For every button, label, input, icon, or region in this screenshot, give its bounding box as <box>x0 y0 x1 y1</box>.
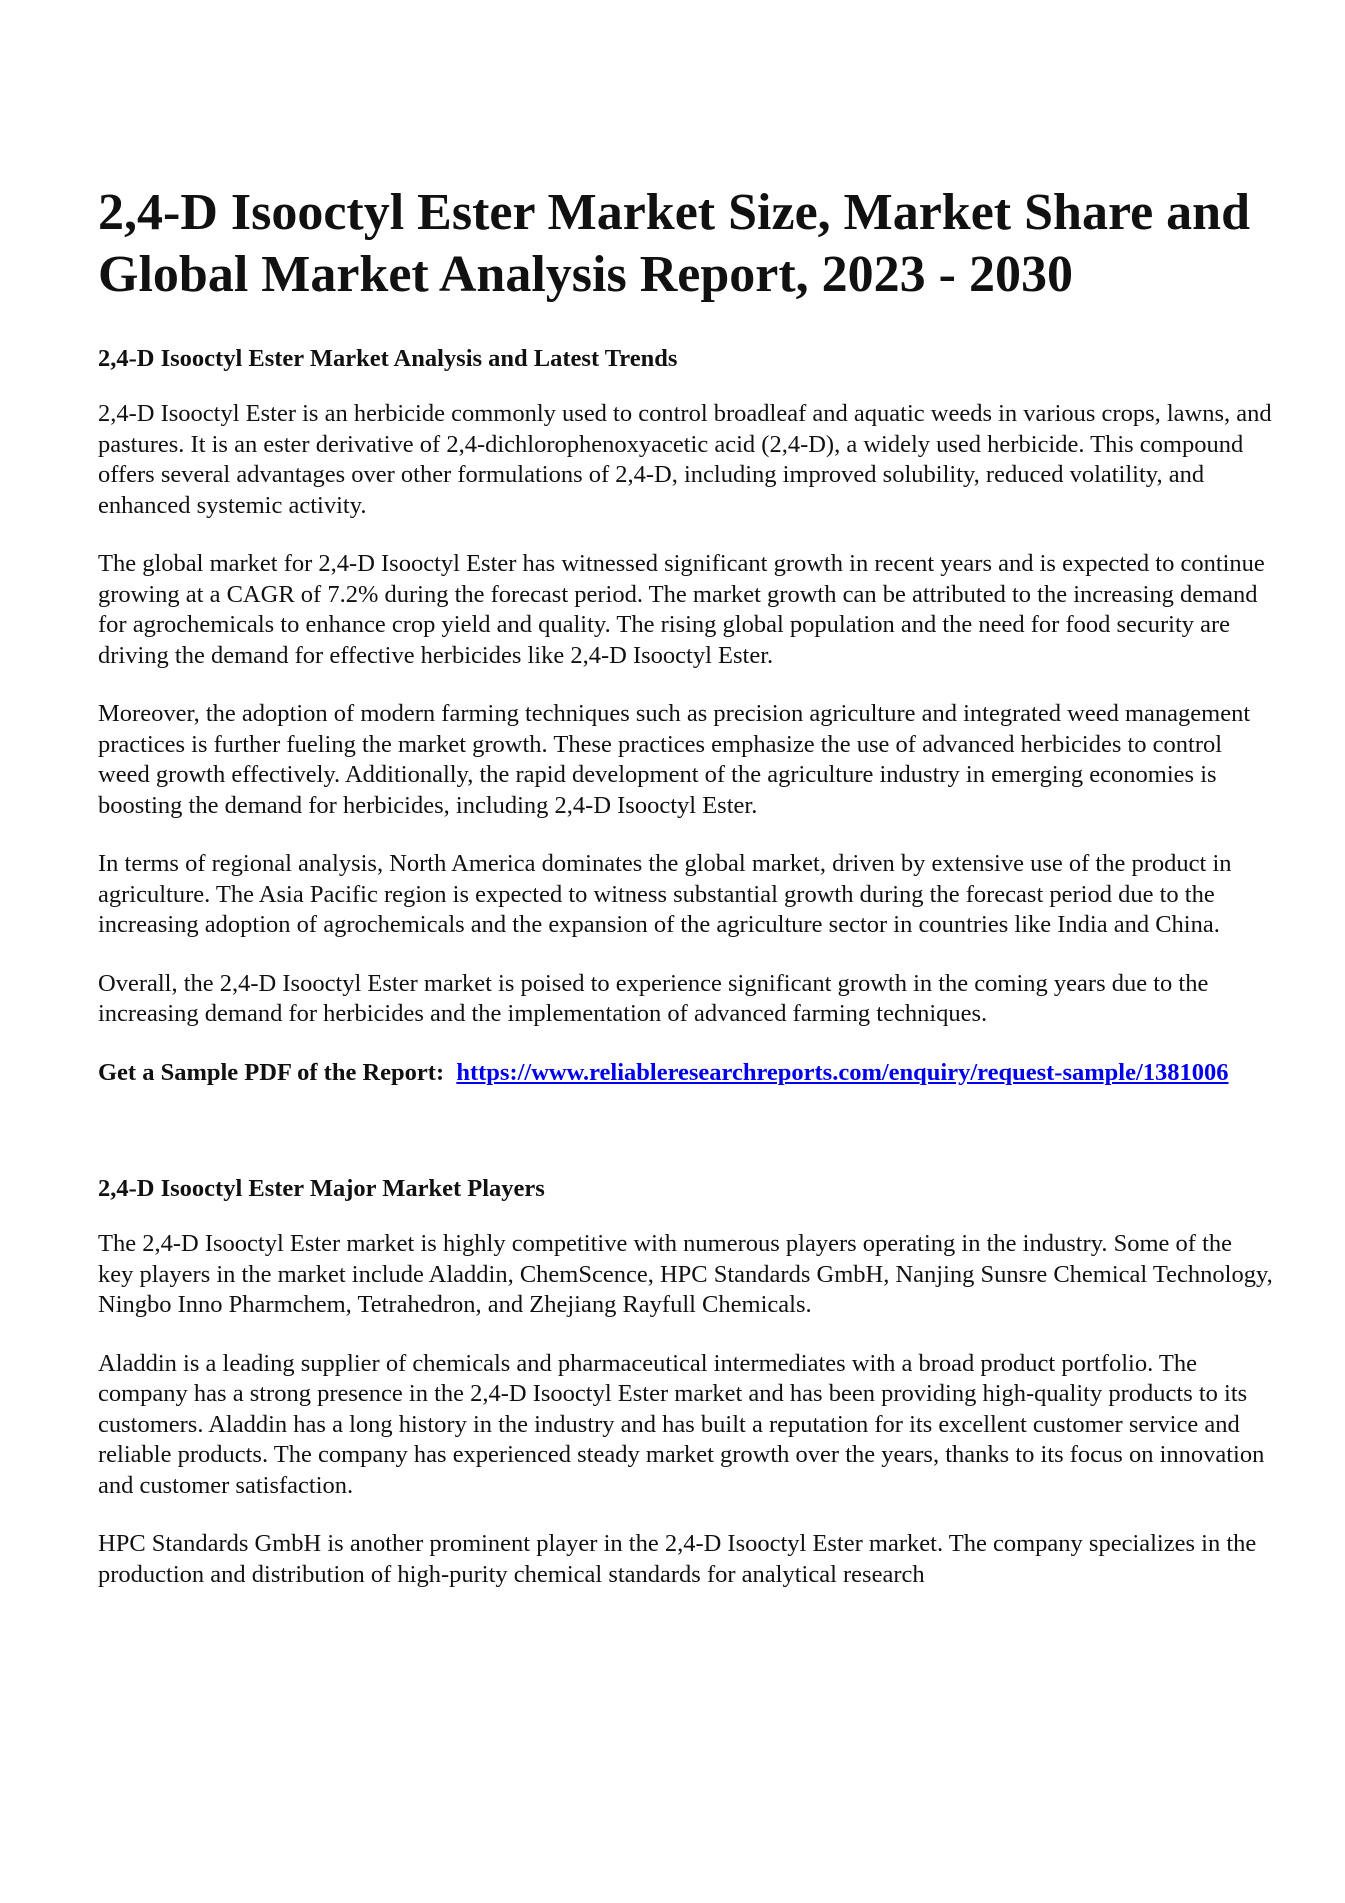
paragraph: The global market for 2,4-D Isooctyl Ester has witnessed significant growth in recent years and is expected to continue growing at a CAGR of 7.2% during the forecast period. The market growth can be attributed to the increasing demand for agrochemicals to enhance crop yield and quality. The rising global population and the need for food security are driving the demand for effective herbicides like 2,4-D Isooctyl Ester. <box>98 550 1265 669</box>
paragraph: Aladdin is a leading supplier of chemicals and pharmaceutical intermediates with a broad product portfolio. The company has a strong presence in the 2,4-D Isooctyl Ester market and has been providing high-quality products to its customers. Aladdin has a long history in the industry and has built a reputation for its excellent customer service and reliable products. The company has experienced steady market growth over the years, thanks to its focus on innovation and customer satisfaction. <box>98 1349 1265 1499</box>
paragraph: 2,4-D Isooctyl Ester is an herbicide commonly used to control broadleaf and aquatic weeds in various crops, lawns, and pastures. It is an ester derivative of 2,4-dichlorophenoxyacetic acid (2,4-D), a widely used herbicide. This compound offers several advantages over other formulations of 2,4-D, including improved solubility, reduced volatility, and enhanced systemic activity. <box>98 400 1272 519</box>
section-heading-players: 2,4-D Isooctyl Ester Major Market Players <box>98 1175 545 1202</box>
spacer <box>98 1088 1273 1174</box>
document-page <box>98 182 1273 1618</box>
section-heading-trends: 2,4-D Isooctyl Ester Market Analysis and Latest Trends <box>98 345 678 372</box>
sample-pdf-link[interactable]: https://www.reliableresearchreports.com/enquiry/request-sample/1381006 <box>456 1058 1229 1086</box>
paragraph: Overall, the 2,4-D Isooctyl Ester market is poised to experience significant growth in the coming years due to the increasing demand for herbicides and the implementation of advanced farming techniques. <box>98 969 1209 1027</box>
paragraph: HPC Standards GmbH is another prominent player in the 2,4-D Isooctyl Ester market. The company specializes in the production and distribution of high-purity chemical standards for analytical research <box>98 1530 1257 1588</box>
sample-pdf-line <box>98 1058 1273 1089</box>
paragraph: The 2,4-D Isooctyl Ester market is highly competitive with numerous players operating in the industry. Some of the key players in the market include Aladdin, ChemScence, HPC Standards GmbH, Nanjing Sunsre Chemical Technology, Ningbo Inno Pharmchem, Tetrahedron, and Zhejiang Rayfull Chemicals. <box>98 1230 1273 1318</box>
sample-pdf-label: Get a Sample PDF of the Report: <box>98 1058 445 1086</box>
paragraph: Moreover, the adoption of modern farming techniques such as precision agriculture and integrated weed management practices is further fueling the market growth. These practices emphasize the use of advanced herbicides to control weed growth effectively. Additionally, the rapid development of the agriculture industry in emerging economies is boosting the demand for herbicides, including 2,4-D Isooctyl Ester. <box>98 700 1251 819</box>
paragraph: In terms of regional analysis, North America dominates the global market, driven by extensive use of the product in agriculture. The Asia Pacific region is expected to witness substantial growth during the forecast period due to the increasing adoption of agrochemicals and the expansion of the agriculture sector in countries like India and China. <box>98 850 1232 938</box>
page-title: 2,4-D Isooctyl Ester Market Size, Market Share and Global Market Analysis Report, 2023 - 2030 <box>98 184 1251 303</box>
